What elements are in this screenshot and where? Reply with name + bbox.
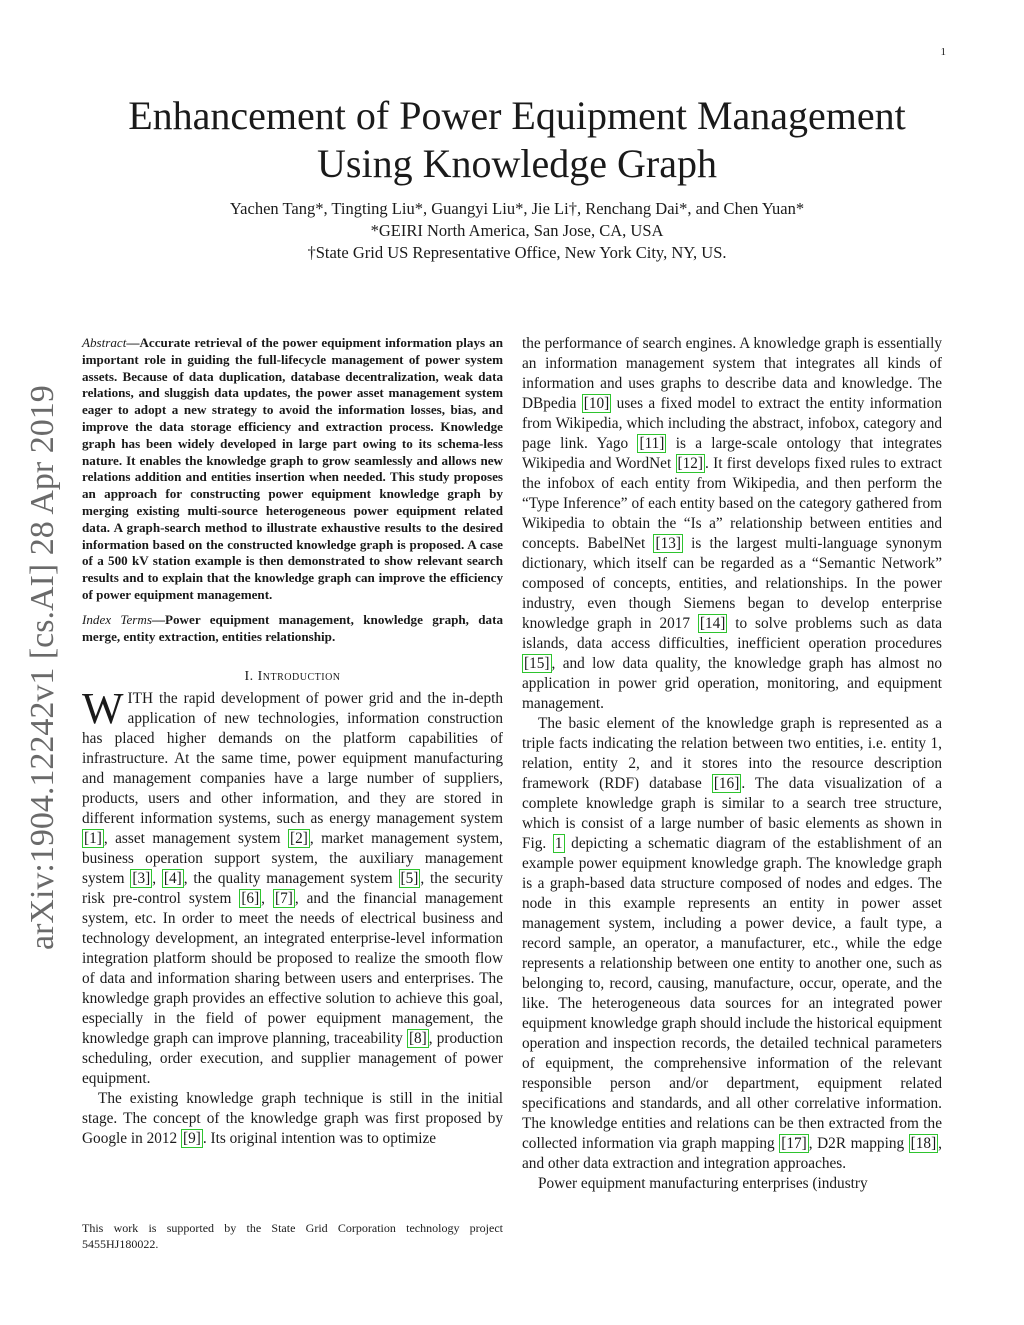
intro-text: , production scheduling, order execution, and supplier management of power equipment. [82, 1030, 503, 1088]
citation-link[interactable]: [11] [639, 435, 665, 452]
citation-link[interactable]: [18] [910, 1135, 937, 1152]
affiliation-2: †State Grid US Representative Office, New York City, NY, US. [307, 243, 727, 262]
citation-link[interactable]: [3] [132, 870, 151, 888]
abstract-text: —Accurate retrieval of the power equipment information plays an important role in guiding the full-lifecycle management of power system assets. Because of data duplication, database decentralization, weak data relations, and sluggish data updates, the power asset management system eager to adopt a new strategy to avoid the information losses, bias, and improve the data storage efficiency and extraction process. Knowledge graph has been widely developed in large part owing to its schema-less nature. It enables the knowledge graph to grow seamlessly and allows new relations addition and entities insertion when needed. This study proposes an approach for constructing power equipment knowledge graph by merging existing multi-source heterogeneous power equipment related data. A graph-search method to illustrate exhaustive results to the desired information based on the constructed knowledge graph is proposed. A case of a 500 kV station example is then demonstrated to show relevant search results and to explain that the knowledge graph can improve the efficiency of power equipment management. [82, 335, 503, 602]
index-terms [82, 612, 503, 646]
citation-link[interactable]: [2] [289, 830, 308, 848]
right-paragraph-3: Power equipment manufacturing enterprises (industry [538, 1175, 868, 1192]
abstract [82, 335, 503, 604]
drop-cap: W [82, 684, 124, 734]
citation-link[interactable]: [9] [183, 1130, 201, 1148]
section-number: I. [244, 669, 254, 685]
citation-link[interactable]: [14] [699, 615, 726, 632]
abstract-label: Abstract [82, 335, 127, 350]
intro-text: , [152, 870, 162, 888]
index-terms-label: Index Terms [82, 611, 152, 627]
citation-link[interactable]: [8] [408, 1030, 427, 1048]
citation-link[interactable]: [12] [677, 455, 704, 472]
body-text: . The data visualization of a complete knowledge graph is similar to a search tree structure, which is consist of a large number of basic elements as shown in Fig. [522, 775, 942, 852]
body-text: , and low data quality, the knowledge graph has almost no application in power grid operation, monitoring, and equipment management. [522, 655, 942, 712]
intro-text: , the quality management system [183, 870, 399, 888]
paper-title [60, 92, 974, 188]
intro-text: , market management system, business operation support system, the auxiliary management system [82, 830, 504, 888]
intro-text: the rapid development of power grid and the in-depth application of new technologies, information construction has placed higher demands on the platform capabilities of infrastructure. At the same time, power equipment manufacturing and management companies have a large number of suppliers, products, users and other information, and they are stored in different information systems, such as energy management system [82, 690, 503, 828]
body-text: The basic element of the knowledge graph is represented as a triple facts indicating the relation between two entities, i.e. entity 1, relation, entity 2, and it stores into the resource description framework (RDF) database [522, 715, 942, 792]
intro-paragraph-2 [82, 1089, 503, 1149]
right-paragraph-2 [522, 714, 942, 1174]
section-heading-introduction [82, 669, 503, 685]
citation-link[interactable]: [17] [781, 1135, 807, 1152]
body-text: , and other data extraction and integration approaches. [522, 1135, 942, 1172]
left-column [82, 335, 503, 1149]
body-text: uses a fixed model to extract the entity information from Wikipedia, which including the abstract, infobox, category and page link. Yago [522, 395, 942, 452]
figure-link[interactable]: 1 [554, 835, 563, 852]
citation-link[interactable]: [16] [713, 775, 740, 792]
body-text: the performance of search engines. A knowledge graph is essentially an information management system that integrates all kinds of information and uses graphs to describe data and knowledge. The DBpedia [522, 335, 942, 412]
body-text: . It first develops fixed rules to extract the infobox of each entity from Wikipedia, and then perform the “Type Inference” of each entity based on the category gathered from Wikipedia to obtain the “Is a” relationship between entities and concepts. BabelNet [522, 455, 942, 552]
citation-link[interactable]: [1] [84, 830, 102, 848]
title-line-2: Using Knowledge Graph [317, 141, 717, 186]
page-number: 1 [940, 46, 946, 58]
body-text: depicting a schematic diagram of the establishment of an example power equipment knowledge graph. The knowledge graph is a graph-based data structure composed of nodes and edges. The node in this example represents an entity in power asset management system, including a power device, a fault type, a record sample, an operator, a manufacturer, etc., while the edge represents a relationship between one entity to another one, such as belonging to, record, causing, manufacture, occur, operate, and the like. The heterogeneous data sources for an integrated power equipment knowledge graph should include the historical equipment operation and inspection records, the detailed technical parameters of equipment, the comprehensive information of the relevant responsible person and/or department, equipment related specifications and standards, and all other correlative information. The knowledge entities and relations can be then extracted from the collected information via graph mapping [522, 835, 942, 1152]
body-text: is a large-scale ontology that integrates Wikipedia and WordNet [522, 435, 942, 472]
right-paragraph-1 [522, 334, 942, 714]
intro-paragraph-1 [82, 684, 504, 1089]
index-terms-text: —Power equipment management, knowledge graph, data merge, entity extraction, entities relationship. [82, 611, 503, 644]
arxiv-stamp: arXiv:1904.12242v1 [cs.AI] 28 Apr 2019 [24, 385, 61, 950]
citation-link[interactable]: [7] [274, 890, 293, 908]
affiliation-1: *GEIRI North America, San Jose, CA, USA [370, 221, 664, 240]
citation-link[interactable]: [13] [655, 535, 681, 552]
citation-link[interactable]: [4] [163, 870, 182, 888]
citation-link[interactable]: [5] [400, 870, 419, 888]
right-column [522, 334, 942, 1194]
author-block [60, 198, 974, 264]
body-text: is the largest multi-language synonym dictionary, which itself can be regarded as a “Semantic Network” composed of concepts, entities, and relationships. In the power industry, even though Siemens began to develop enterprise knowledge graph in 2017 [522, 535, 942, 632]
intro-text: , [261, 890, 273, 908]
body-text: , D2R mapping [808, 1135, 909, 1152]
intro-text: , and the financial management system, etc. In order to meet the needs of electrical business and technology development, an integrated enterprise-level information integration platform should be proposed to realize the smooth flow of data and information sharing between users and enterprises. The knowledge graph provides an effective solution to achieve this goal, especially in the field of power equipment management, the knowledge graph can improve planning, traceability [82, 890, 503, 1048]
intro-text: , the security risk pre-control system [82, 870, 504, 908]
intro-text: The existing knowledge graph technique is still in the initial stage. The concept of the knowledge graph was first proposed by Google in 2012 [82, 1090, 503, 1148]
intro-text: . Its original intention was to optimize [202, 1130, 437, 1148]
citation-link[interactable]: [15] [524, 655, 550, 672]
body-text: to solve problems such as data islands, data access difficulties, inefficient operation procedures [522, 615, 942, 652]
title-line-1: Enhancement of Power Equipment Management [128, 93, 906, 138]
section-title: Introduction [257, 669, 341, 685]
author-list: Yachen Tang*, Tingting Liu*, Guangyi Liu*, Jie Li†, Renchang Dai*, and Chen Yuan* [229, 199, 805, 218]
citation-link[interactable]: [10] [583, 395, 610, 412]
footnote: This work is supported by the State Grid Corporation technology project 5455HJ180022. [82, 1221, 503, 1251]
lead-caps: ITH [127, 690, 154, 708]
intro-text: , asset management system [103, 830, 288, 848]
citation-link[interactable]: [6] [241, 890, 260, 908]
